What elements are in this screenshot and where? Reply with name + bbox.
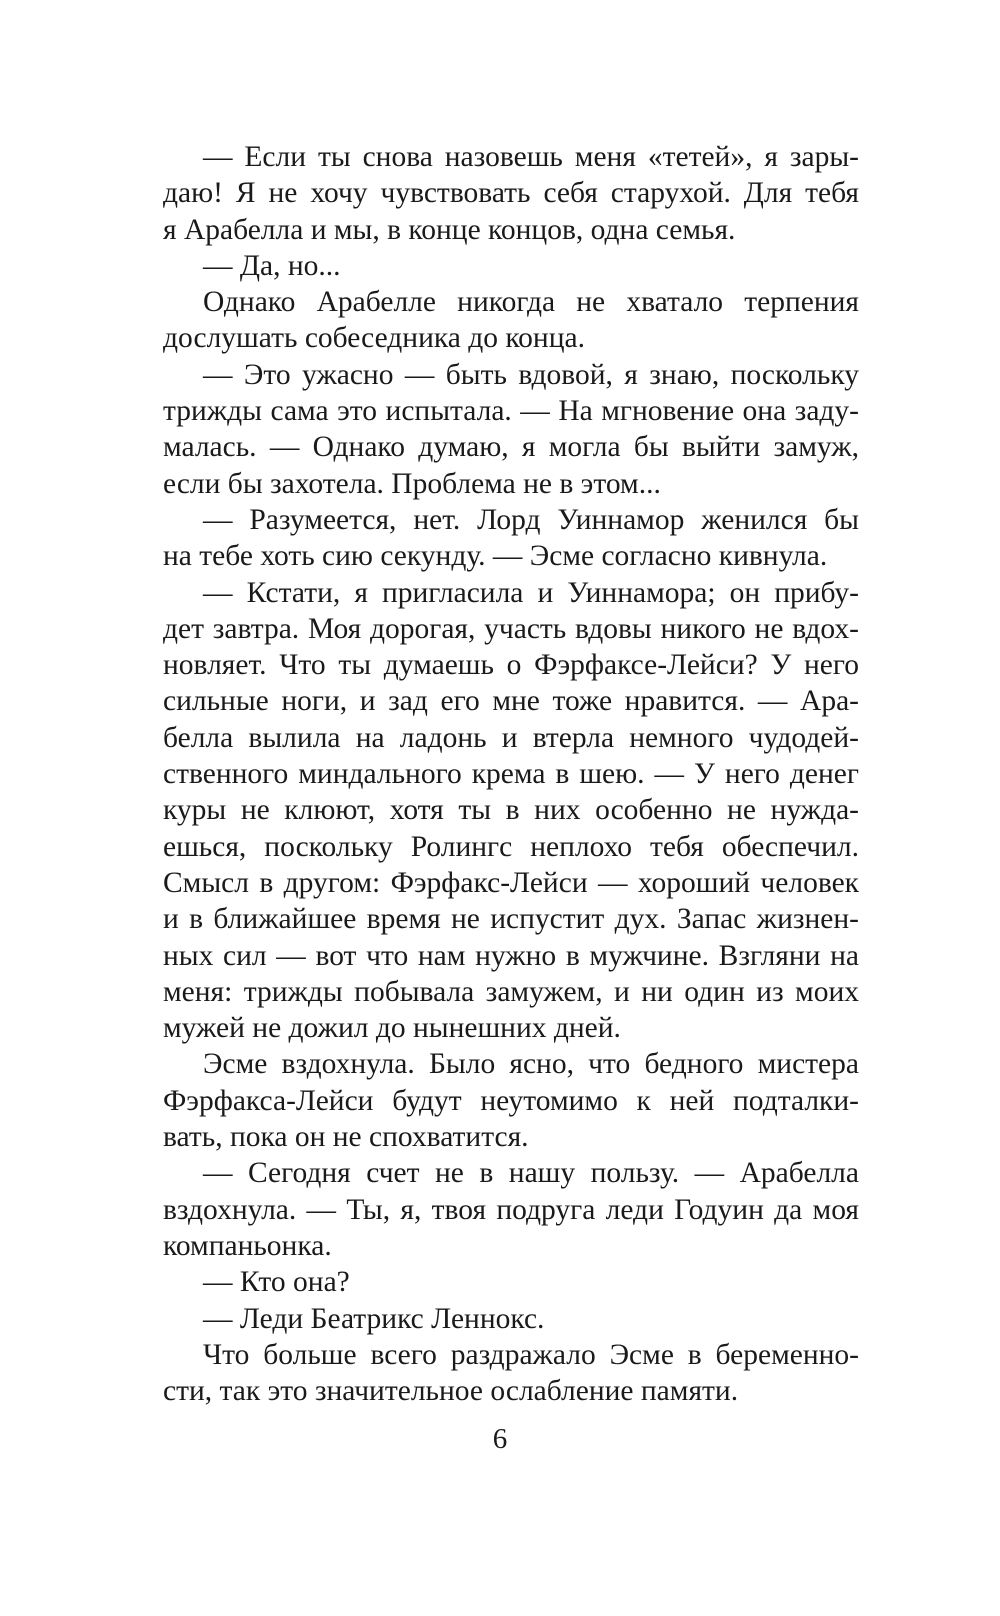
text-line: даю! Я не хочу чувствовать себя старухой. Для тебя (163, 177, 859, 210)
text-line: — Сегодня счет не в нашу пользу. — Арабелла (203, 1157, 859, 1190)
text-line: — Кто она? (203, 1266, 350, 1299)
text-line: — Разумеется, нет. Лорд Уиннамор женился бы (203, 503, 859, 536)
text-line: сти, так это значительное ослабление памяти. (163, 1375, 739, 1408)
text-line: я Арабелла и мы, в конце концов, одна семья. (163, 213, 736, 246)
text-line: компаньонка. (163, 1229, 332, 1262)
text-line: белла вылила на ладонь и втерла немного чудодей- (163, 721, 859, 754)
text-line: меня: трижды побывала замужем, и ни один из моих (163, 975, 859, 1008)
text-line: ешься, поскольку Ролингс неплохо тебя обеспечил. (163, 830, 859, 863)
text-line: сильные ноги, и зад его мне тоже нравится. — Ара- (163, 685, 859, 718)
text-line: трижды сама это испытала. — На мгновение она заду- (163, 395, 859, 428)
text-line: на тебе хоть сию секунду. — Эсме согласно кивнула. (163, 540, 828, 573)
text-line: — Леди Беатрикс Леннокс. (203, 1302, 545, 1335)
text-line: — Если ты снова назовешь меня «тетей», я зары- (203, 141, 859, 173)
text-line: вать, пока он не спохватится. (163, 1121, 529, 1154)
text-line: новляет. Что ты думаешь о Фэрфаксе-Лейси? У него (163, 649, 859, 682)
text-line: и в ближайшее время не испустит дух. Запас жизнен- (163, 903, 859, 936)
text-line: ственного миндального крема в шею. — У него денег (163, 758, 859, 791)
text-line: Эсме вздохнула. Было ясно, что бедного мистера (203, 1048, 859, 1081)
text-line: куры не клюют, хотя ты в них особенно не нужда- (163, 794, 859, 827)
page-number: 6 (492, 1423, 508, 1455)
text-line: Однако Арабелле никогда не хватало терпения (203, 286, 859, 319)
text-line: дет завтра. Моя дорогая, участь вдовы никого не вдох- (163, 612, 859, 645)
text-line: вздохнула. — Ты, я, твоя подруга леди Годуин да моя (163, 1193, 859, 1226)
text-line: Смысл в другом: Фэрфакс-Лейси — хороший человек (163, 866, 859, 899)
text-line: — Кстати, я пригласила и Уиннамора; он прибу- (203, 576, 859, 609)
text-line: Что больше всего раздражало Эсме в беременно- (203, 1338, 859, 1371)
text-line: — Да, но... (203, 249, 341, 282)
text-line: ных сил — вот что нам нужно в мужчине. Взгляни на (163, 939, 859, 972)
text-line: Фэрфакса-Лейси будут неутомимо к ней подталки- (163, 1084, 859, 1117)
text-line: если бы захотела. Проблема не в этом... (163, 467, 661, 500)
text-line: мужей не дожил до нынешних дней. (163, 1012, 621, 1045)
text-line: — Это ужасно — быть вдовой, я знаю, поскольку (203, 358, 859, 391)
body-text (163, 139, 859, 1409)
text-line: дослушать собеседника до конца. (163, 322, 585, 355)
text-line: малась. — Однако думаю, я могла бы выйти замуж, (163, 431, 859, 464)
